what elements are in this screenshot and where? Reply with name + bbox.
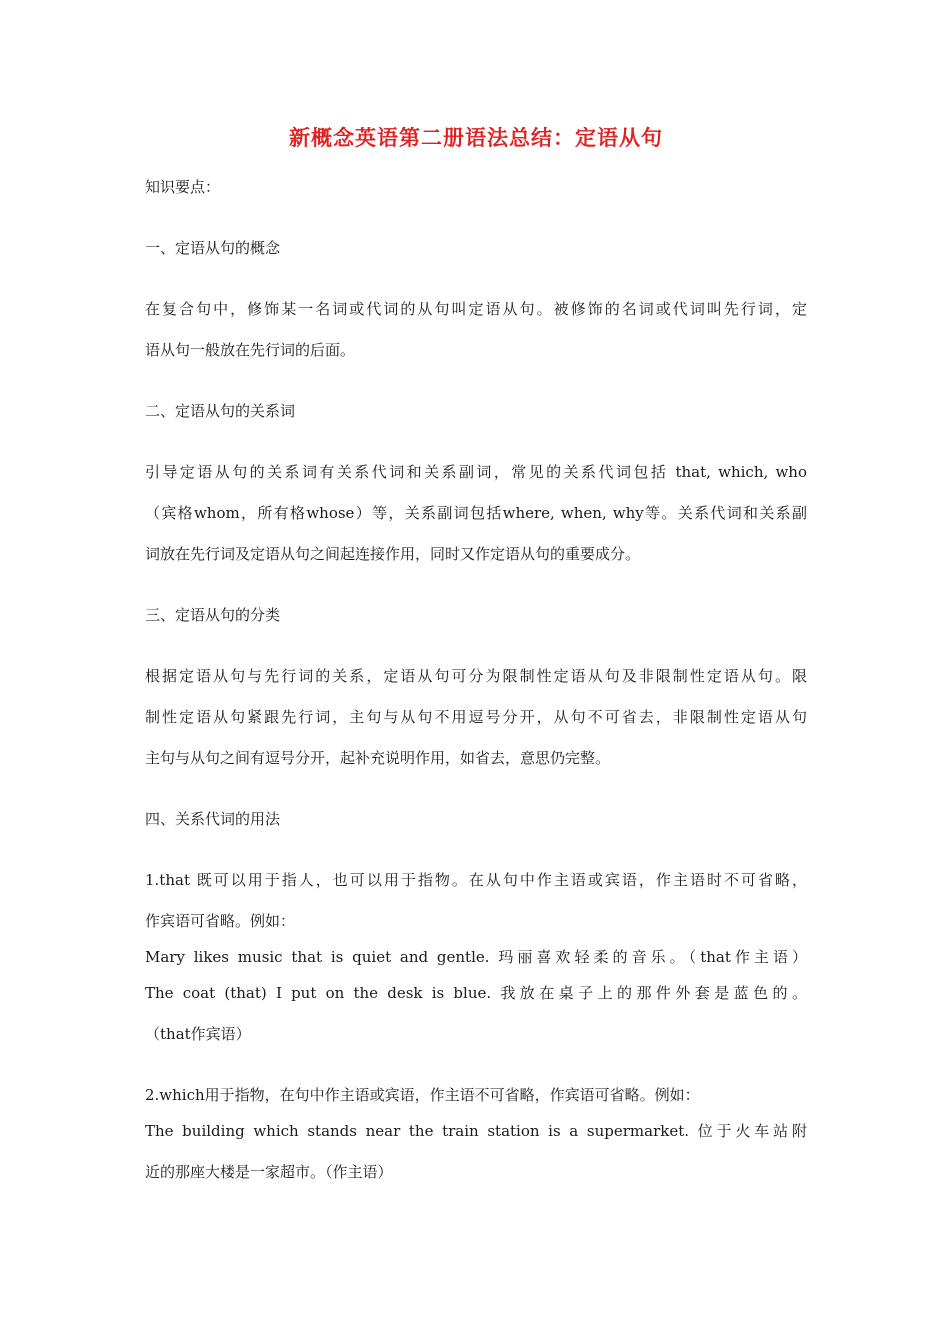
paragraph-line: （宾格whom，所有格whose）等，关系副词包括where, when, why等。关系代词和关系副 (145, 504, 807, 522)
paragraph-line: 词放在先行词及定语从句之间起连接作用，同时又作定语从句的重要成分。 (145, 545, 641, 563)
paragraph-line: 在复合句中，修饰某一名词或代词的从句叫定语从句。被修饰的名词或代词叫先行词，定 (145, 300, 807, 318)
paragraph-line: 1.that 既可以用于指人，也可以用于指物。在从句中作主语或宾语，作主语时不可省略， (145, 871, 807, 889)
section-intro: 知识要点： (145, 178, 221, 196)
paragraph-line: 制性定语从句紧跟先行词，主句与从句不用逗号分开，从句不可省去，非限制性定语从句 (145, 708, 807, 726)
heading-relatives: 二、定语从句的关系词 (145, 402, 296, 420)
heading-pronoun-usage: 四、关系代词的用法 (145, 810, 281, 828)
heading-concept: 一、定语从句的概念 (145, 239, 281, 257)
paragraph-line: 引导定语从句的关系词有关系代词和关系副词，常见的关系代词包括 that, which, who (145, 463, 807, 481)
example-line: The coat (that) I put on the desk is blue. 我放在桌子上的那件外套是蓝色的。 (145, 984, 807, 1002)
example-line: （that作宾语） (145, 1025, 251, 1043)
paragraph-line: 主句与从句之间有逗号分开，起补充说明作用，如省去，意思仍完整。 (145, 749, 611, 767)
example-line: 近的那座大楼是一家超市。（作主语） (145, 1163, 393, 1181)
example-line: Mary likes music that is quiet and gentle. 玛丽喜欢轻柔的音乐。（that作主语） (145, 948, 807, 966)
paragraph-line: 2.which用于指物，在句中作主语或宾语，作主语不可省略，作宾语可省略。例如： (145, 1086, 700, 1104)
heading-classification: 三、定语从句的分类 (145, 606, 281, 624)
example-line: The building which stands near the train station is a supermarket. 位于火车站附 (145, 1122, 807, 1140)
paragraph-line: 作宾语可省略。例如： (145, 912, 296, 930)
paragraph-line: 语从句一般放在先行词的后面。 (145, 341, 356, 359)
paragraph-line: 根据定语从句与先行词的关系，定语从句可分为限制性定语从句及非限制性定语从句。限 (145, 667, 807, 685)
document-title: 新概念英语第二册语法总结：定语从句 (289, 125, 663, 150)
